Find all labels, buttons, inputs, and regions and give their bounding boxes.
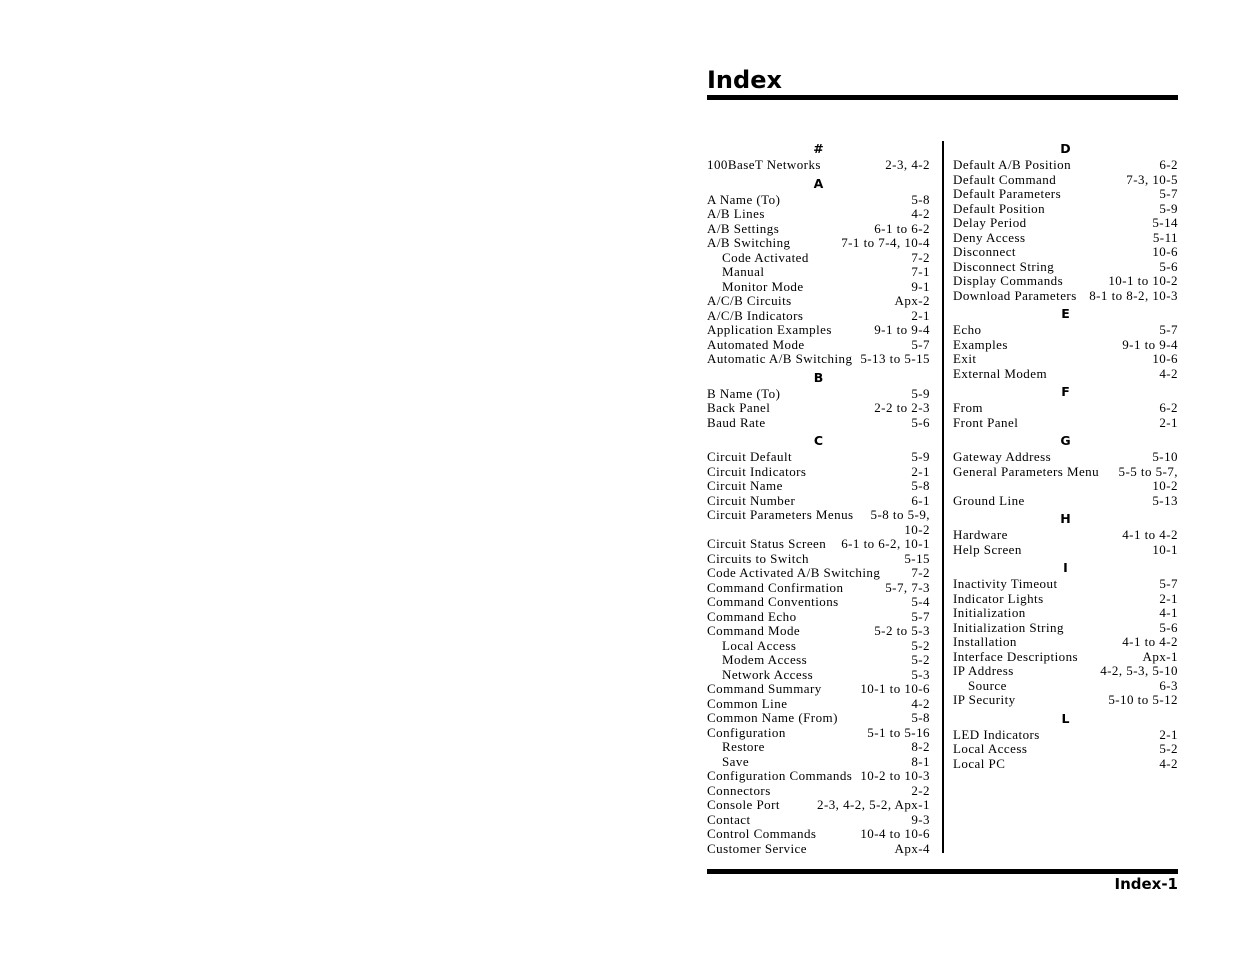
index-section: [707, 140, 930, 173]
section-letter: F: [1061, 384, 1070, 399]
index-section: [953, 559, 1178, 708]
index-section: [707, 369, 930, 431]
entry-term: Configuration: [707, 724, 786, 740]
entry-term: Code Activated A/B Switching: [707, 565, 881, 580]
section-letter: I: [1063, 560, 1068, 575]
entry-pages: 5-7: [1159, 576, 1178, 591]
entry-term: Circuit Status Screen: [707, 536, 827, 551]
entry-pages: 5-15: [904, 550, 930, 566]
entry-term: Initialization: [953, 605, 1026, 620]
entry-pages: 7-2: [911, 249, 930, 265]
entry-pages: 5-8: [911, 191, 930, 207]
entry-pages: 2-1: [1159, 590, 1178, 606]
entry-term: Modem Access: [722, 652, 808, 667]
index-entry: [707, 842, 930, 857]
entry-pages: 5-2 to 5-3: [874, 623, 930, 638]
entry-term: External Modem: [953, 365, 1048, 381]
entry-pages: 5-7: [911, 608, 930, 624]
entry-term: Command Conventions: [707, 594, 839, 609]
index-entry: [953, 338, 1178, 353]
entry-pages: 5-3: [911, 666, 930, 682]
entry-term: Command Echo: [707, 608, 797, 624]
entry-pages: 5-8: [911, 478, 930, 493]
entry-term: IP Security: [953, 692, 1016, 707]
entry-term: Initialization String: [953, 619, 1064, 635]
index-entry: [707, 479, 930, 494]
entry-term: Common Name (From): [707, 710, 838, 725]
entry-pages-continued: 10-2: [904, 521, 930, 537]
index-subentry: [707, 668, 930, 683]
index-entry: [953, 635, 1178, 650]
index-subentry: [707, 251, 930, 266]
entry-term: Deny Access: [953, 229, 1026, 245]
entry-term: Default Parameters: [953, 186, 1062, 201]
entry-pages: 10-1 to 10-2: [1108, 273, 1178, 288]
entry-pages: 5-2: [911, 652, 930, 667]
entry-pages: Apx-1: [1142, 648, 1178, 664]
entry-pages: 4-2, 5-3, 5-10: [1100, 663, 1178, 678]
index-entry: [707, 450, 930, 465]
entry-term: Ground Line: [953, 492, 1025, 508]
entry-term: Echo: [953, 322, 982, 337]
entry-term: A/B Settings: [707, 220, 780, 236]
entry-pages: 4-1 to 4-2: [1122, 634, 1178, 649]
index-entry: [707, 338, 930, 353]
entry-pages: 6-2: [1159, 157, 1178, 172]
index-section: [953, 140, 1178, 303]
entry-term: Contact: [707, 811, 751, 827]
entry-pages: 10-2 to 10-3: [860, 768, 930, 783]
entry-term: General Parameters Menu: [953, 463, 1100, 479]
entry-term: Manual: [722, 264, 765, 279]
index-section: [953, 710, 1178, 772]
entry-pages: 5-7, 7-3: [885, 579, 930, 595]
index-entry: [953, 592, 1178, 607]
entry-pages: 5-9: [911, 449, 930, 464]
entry-pages: 5-1 to 5-16: [867, 724, 930, 740]
entry-pages: 5-4: [911, 594, 930, 609]
top-rule: [707, 95, 1178, 100]
entry-pages: 8-2: [911, 739, 930, 754]
entry-term: Connectors: [707, 782, 771, 798]
entry-pages: 5-9: [911, 385, 930, 401]
entry-pages: 10-6: [1152, 351, 1178, 366]
entry-pages: 5-8: [911, 710, 930, 725]
index-entry: [707, 537, 930, 552]
index-entry: [707, 494, 930, 509]
entry-pages: 7-1 to 7-4, 10-4: [841, 235, 930, 250]
entry-term: Command Summary: [707, 681, 822, 696]
index-entry: [707, 222, 930, 237]
entry-pages: 7-3, 10-5: [1126, 171, 1178, 187]
entry-pages: 4-2: [911, 695, 930, 711]
entry-pages: 10-6: [1152, 244, 1178, 259]
section-letter: #: [813, 141, 824, 156]
entry-term: Monitor Mode: [722, 278, 804, 294]
entry-term: Hardware: [953, 527, 1008, 542]
entry-term: Command Confirmation: [707, 579, 844, 595]
entry-pages: 10-1: [1152, 541, 1178, 557]
entry-pages: 5-7: [1159, 322, 1178, 337]
entry-term: Download Parameters: [953, 287, 1077, 303]
entry-pages: 4-1 to 4-2: [1122, 527, 1178, 542]
entry-pages: 2-1: [1159, 414, 1178, 430]
entry-pages: 8-1 to 8-2, 10-3: [1089, 287, 1178, 303]
index-entry: [953, 664, 1178, 679]
index-entry: [707, 416, 930, 431]
index-entry: [953, 289, 1178, 304]
entry-term: Default A/B Position: [953, 157, 1072, 172]
entry-pages: 5-10: [1152, 449, 1178, 464]
column-divider: [942, 141, 944, 853]
entry-term: Code Activated: [722, 249, 809, 265]
entry-term: B Name (To): [707, 385, 781, 401]
index-section: [707, 175, 930, 367]
entry-pages: 9-1 to 9-4: [874, 322, 930, 337]
section-letter: C: [813, 433, 824, 448]
index-column-left: [707, 140, 930, 856]
entry-term: Interface Descriptions: [953, 648, 1079, 664]
entry-term: Delay Period: [953, 215, 1027, 230]
index-entry: [707, 595, 930, 610]
entry-term: From: [953, 400, 983, 415]
entry-pages: 4-2: [911, 206, 930, 221]
index-subentry: [707, 639, 930, 654]
entry-term: Console Port: [707, 797, 780, 812]
index-subentry: [953, 679, 1178, 694]
index-entry: [707, 682, 930, 697]
index-entry: [953, 465, 1178, 480]
index-entry: [707, 697, 930, 712]
section-letter: G: [1060, 433, 1071, 448]
entry-term: Automatic A/B Switching: [707, 351, 853, 366]
entry-term: Front Panel: [953, 414, 1019, 430]
entry-pages: 4-2: [1159, 365, 1178, 381]
entry-term: Circuits to Switch: [707, 550, 809, 566]
index-entry: [707, 323, 930, 338]
index-entry: [707, 784, 930, 799]
entry-term: A/B Switching: [707, 235, 791, 250]
index-entry: [953, 173, 1178, 188]
entry-pages: 2-1: [1159, 726, 1178, 742]
entry-pages: 6-1 to 6-2, 10-1: [841, 536, 930, 551]
entry-pages: 5-13 to 5-15: [860, 351, 930, 366]
entry-term: 100BaseT Networks: [707, 157, 821, 172]
bottom-rule: [707, 869, 1178, 874]
index-entry: [953, 728, 1178, 743]
entry-pages: 6-1 to 6-2: [874, 220, 930, 236]
entry-term: Customer Service: [707, 840, 807, 856]
entry-pages: 2-1: [911, 463, 930, 479]
entry-term: Display Commands: [953, 273, 1064, 288]
entry-term: Indicator Lights: [953, 590, 1044, 606]
index-entry-continuation: [953, 479, 1178, 494]
index-entry-continuation: [707, 523, 930, 538]
entry-pages: 5-11: [1152, 229, 1178, 245]
entry-pages: 4-1: [1159, 605, 1178, 620]
entry-pages: 5-2: [911, 637, 930, 653]
section-letter: L: [1061, 710, 1070, 726]
entry-pages: 5-8 to 5-9,: [870, 507, 930, 522]
entry-term: Back Panel: [707, 400, 771, 415]
index-entry: [707, 552, 930, 567]
page-number: Index-1: [1114, 875, 1178, 893]
index-entry: [707, 193, 930, 208]
entry-term: Circuit Name: [707, 478, 783, 493]
entry-term: Configuration Commands: [707, 768, 853, 783]
index-section: [707, 432, 930, 856]
entry-term: Default Position: [953, 200, 1046, 216]
entry-term: Restore: [722, 739, 765, 754]
entry-term: Source: [968, 677, 1007, 693]
index-entry: [707, 236, 930, 251]
index-entry: [953, 693, 1178, 708]
index-entry: [953, 352, 1178, 367]
index-entry: [953, 543, 1178, 558]
index-entry: [953, 494, 1178, 509]
entry-pages: 2-1: [911, 307, 930, 323]
entry-term: Inactivity Timeout: [953, 576, 1058, 591]
entry-pages: Apx-2: [894, 293, 930, 308]
entry-term: Circuit Default: [707, 449, 793, 464]
index-section: [953, 305, 1178, 381]
entry-pages: 7-1: [911, 264, 930, 279]
entry-term: Local Access: [953, 741, 1028, 756]
index-entry: [707, 581, 930, 596]
section-letter: H: [1060, 511, 1071, 526]
index-subentry: [707, 740, 930, 755]
index-entry: [707, 798, 930, 813]
index-entry: [953, 650, 1178, 665]
entry-pages: 10-1 to 10-6: [860, 681, 930, 696]
index-entry: [707, 401, 930, 416]
index-entry: [953, 401, 1178, 416]
index-entry: [707, 610, 930, 625]
entry-term: Save: [722, 753, 750, 769]
entry-pages: 10-4 to 10-6: [860, 826, 930, 841]
index-entry: [953, 606, 1178, 621]
entry-term: Default Command: [953, 171, 1057, 187]
index-entry: [953, 274, 1178, 289]
entry-pages: 5-10 to 5-12: [1108, 692, 1178, 707]
entry-pages: 7-2: [911, 565, 930, 580]
entry-term: Control Commands: [707, 826, 817, 841]
entry-term: Command Mode: [707, 623, 801, 638]
index-entry: [707, 813, 930, 828]
entry-term: IP Address: [953, 663, 1014, 678]
entry-pages: 2-3, 4-2: [885, 157, 930, 172]
index-section: [953, 432, 1178, 508]
entry-pages: 4-2: [1159, 755, 1178, 771]
section-letter: A: [813, 175, 824, 191]
section-letter: E: [1061, 306, 1070, 321]
entry-pages: 5-5 to 5-7,: [1118, 463, 1178, 479]
index-entry: [707, 158, 930, 173]
entry-term: Disconnect: [953, 244, 1016, 259]
page-title: Index: [707, 66, 782, 94]
index-entry: [953, 450, 1178, 465]
entry-term: Baud Rate: [707, 414, 766, 430]
index-entry: [953, 245, 1178, 260]
entry-term: Help Screen: [953, 541, 1022, 557]
index-entry: [953, 202, 1178, 217]
entry-pages: 5-7: [1159, 186, 1178, 201]
index-entry: [707, 508, 930, 523]
index-entry: [707, 827, 930, 842]
index-entry: [953, 187, 1178, 202]
index-entry: [953, 621, 1178, 636]
entry-pages: 5-14: [1152, 215, 1178, 230]
entry-pages-continued: 10-2: [1152, 478, 1178, 493]
index-subentry: [707, 280, 930, 295]
index-entry: [707, 387, 930, 402]
section-letter: B: [813, 369, 824, 385]
index-entry: [707, 769, 930, 784]
entry-term: A/C/B Indicators: [707, 307, 804, 323]
entry-pages: 9-3: [911, 811, 930, 827]
section-letter: D: [1060, 141, 1071, 156]
index-subentry: [707, 653, 930, 668]
entry-pages: 8-1: [911, 753, 930, 769]
entry-term: Common Line: [707, 695, 788, 711]
index-entry: [953, 231, 1178, 246]
index-column-right: [953, 140, 1178, 771]
entry-term: Examples: [953, 336, 1008, 352]
entry-term: Application Examples: [707, 322, 832, 337]
index-entry: [953, 757, 1178, 772]
entry-pages: 2-3, 4-2, 5-2, Apx-1: [817, 797, 930, 812]
index-subentry: [707, 265, 930, 280]
entry-pages: 5-2: [1159, 741, 1178, 756]
entry-pages: 5-6: [1159, 619, 1178, 635]
entry-term: A Name (To): [707, 191, 781, 207]
entry-pages: 6-2: [1159, 400, 1178, 415]
entry-pages: 2-2: [911, 782, 930, 798]
index-entry: [953, 367, 1178, 382]
index-entry: [953, 323, 1178, 338]
entry-term: A/C/B Circuits: [707, 293, 792, 308]
index-entry: [953, 158, 1178, 173]
entry-pages: 5-13: [1152, 492, 1178, 508]
index-entry: [953, 742, 1178, 757]
index-entry: [953, 216, 1178, 231]
index-subentry: [707, 755, 930, 770]
entry-term: LED Indicators: [953, 726, 1040, 742]
index-entry: [953, 528, 1178, 543]
entry-term: A/B Lines: [707, 206, 765, 221]
index-entry: [953, 577, 1178, 592]
index-entry: [707, 207, 930, 222]
entry-pages: 5-6: [911, 414, 930, 430]
entry-pages: 6-3: [1159, 677, 1178, 693]
entry-term: Circuit Parameters Menus: [707, 507, 854, 522]
entry-pages: 5-7: [911, 336, 930, 352]
entry-term: Local PC: [953, 755, 1006, 771]
index-entry: [953, 416, 1178, 431]
entry-pages: 5-6: [1159, 258, 1178, 274]
entry-term: Automated Mode: [707, 336, 805, 352]
entry-term: Network Access: [722, 666, 814, 682]
entry-term: Installation: [953, 634, 1017, 649]
index-entry: [707, 465, 930, 480]
index-entry: [707, 309, 930, 324]
entry-pages: 9-1: [911, 278, 930, 294]
entry-term: Circuit Number: [707, 492, 796, 508]
index-entry: [707, 294, 930, 309]
index-entry: [707, 566, 930, 581]
index-entry: [707, 711, 930, 726]
entry-pages: Apx-4: [894, 840, 930, 856]
entry-term: Gateway Address: [953, 449, 1052, 464]
index-entry: [953, 260, 1178, 275]
index-entry: [707, 352, 930, 367]
entry-term: Exit: [953, 351, 977, 366]
entry-pages: 2-2 to 2-3: [874, 400, 930, 415]
entry-pages: 6-1: [911, 492, 930, 508]
index-section: [953, 510, 1178, 557]
index-section: [953, 383, 1178, 430]
entry-term: Local Access: [722, 637, 797, 653]
entry-pages: 5-9: [1159, 200, 1178, 216]
index-entry: [707, 726, 930, 741]
entry-term: Disconnect String: [953, 258, 1055, 274]
entry-term: Circuit Indicators: [707, 463, 807, 479]
entry-pages: 9-1 to 9-4: [1122, 336, 1178, 352]
index-entry: [707, 624, 930, 639]
